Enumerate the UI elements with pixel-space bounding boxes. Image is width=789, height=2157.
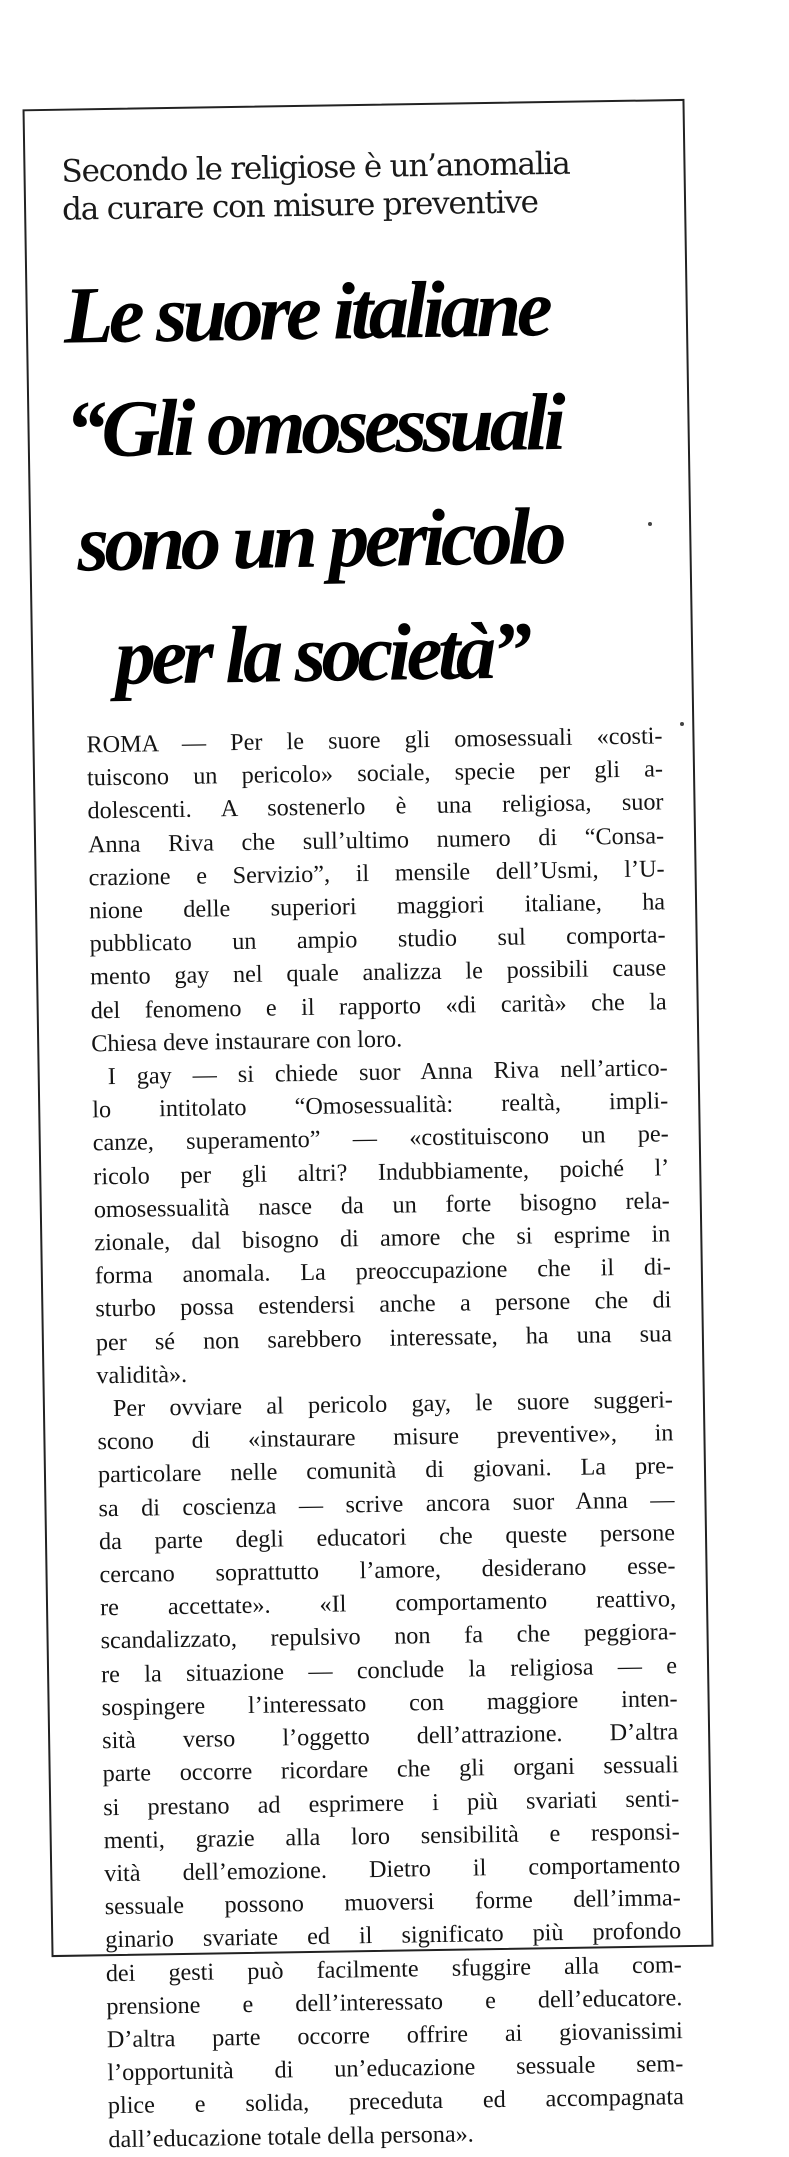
body-line: Chiesa deve instaurare con loro. <box>91 1025 403 1058</box>
body-line: pubblicato un ampio studio sul comporta- <box>89 921 666 958</box>
scan-speck <box>680 722 684 726</box>
body-line: canze, superamento” — «costituiscono un pe- <box>92 1120 669 1157</box>
scan-speck <box>648 522 652 526</box>
body-line: forma anomala. La preoccupazione che il di- <box>94 1253 672 1290</box>
body-line: validità». <box>96 1360 188 1390</box>
kicker <box>61 143 662 228</box>
headline-line: “Gli omosessuali <box>64 376 562 475</box>
body-line: dei gesti può facilmente sfuggire alla com- <box>105 1950 682 1987</box>
kicker-line: Secondo le religiose è un’anomalia <box>61 145 570 190</box>
body-line: sessuale possono muoversi forme dell’imma- <box>104 1884 681 1921</box>
body-line: scono di «instaurare misure preventive», in <box>97 1419 674 1456</box>
body-line: mento gay nel quale analizza le possibili cause <box>89 954 667 991</box>
body-line: per sé non sarebbero interessate, ha una sua <box>95 1319 673 1356</box>
headline-line: per la società” <box>114 605 529 702</box>
body-line: particolare nelle comunità di giovani. La pre- <box>97 1452 675 1489</box>
body-line: re accettate». «Il comportamento reattivo, <box>99 1585 677 1622</box>
body-line: Per ovviare al pericolo gay, le suore suggeri- <box>112 1386 674 1423</box>
body-line: parte occorre ricordare che gli organi sessuali <box>102 1751 679 1788</box>
body-line: cercano soprattutto l’amore, desiderano esse- <box>99 1552 676 1589</box>
headline-line: sono un pericolo <box>76 490 563 589</box>
body-line: scandalizzato, repulsivo non fa che peggiora- <box>100 1618 677 1655</box>
body-line: I gay — si chiede suor Anna Riva nell’artico- <box>107 1054 668 1091</box>
body-line: ginario svariate ed il significato più profondo <box>105 1917 682 1954</box>
body-line: tuiscono un pericolo» sociale, specie per gli a- <box>86 755 664 792</box>
headline-line: Le suore italiane <box>63 263 549 361</box>
body-line: da parte degli educatori che queste persone <box>98 1519 676 1556</box>
article-body <box>86 719 684 2156</box>
body-line: lo intitolato “Omosessualità: realtà, impli- <box>92 1087 669 1124</box>
body-line: re la situazione — conclude la religiosa — e <box>100 1651 678 1688</box>
body-line: sturbo possa estendersi anche a persone che di <box>95 1286 672 1323</box>
body-line: vità dell’emozione. Dietro il comportamento <box>104 1851 681 1888</box>
body-line: sospingere l’interessato con maggiore inten- <box>101 1685 678 1722</box>
body-line: crazione e Servizio”, il mensile dell’Usmi, l’U- <box>88 855 665 892</box>
body-line: omosessualità nasce da un forte bisogno rela- <box>93 1187 670 1224</box>
body-line: sità verso l’oggetto dell’attrazione. D’altra <box>101 1718 679 1755</box>
body-line: ricolo per gli altri? Indubbiamente, poiché l’ <box>93 1153 670 1190</box>
headline <box>63 249 670 714</box>
body-line: ROMA — Per le suore gli omosessuali «costi- <box>86 722 663 759</box>
body-line: prensione e dell’interessato e dell’educatore. <box>106 1983 683 2020</box>
body-line: menti, grazie alla loro sensibilità e responsi- <box>103 1817 680 1854</box>
body-line: Anna Riva che sull’ultimo numero di “Consa- <box>87 821 665 858</box>
kicker-line: da curare con misure preventive <box>61 184 539 228</box>
body-line: del fenomeno e il rapporto «di carità» che la <box>90 987 667 1024</box>
newspaper-clipping <box>23 99 714 2153</box>
body-line: zionale, dal bisogno di amore che si esprime in <box>94 1220 671 1257</box>
body-line: dall’educazione totale della persona». <box>108 2120 474 2153</box>
body-line: D’altra parte occorre offrire ai giovanissimi <box>106 2017 683 2054</box>
body-line: sa di coscienza — scrive ancora suor Anna — <box>98 1485 675 1522</box>
body-line: dolescenti. A sostenerlo è una religiosa, suor <box>87 788 664 825</box>
body-line: si prestano ad esprimere i più svariati senti- <box>102 1784 680 1821</box>
body-line: nione delle superiori maggiori italiane, ha <box>88 888 666 925</box>
body-line: l’opportunità di un’educazione sessuale sem- <box>107 2050 684 2087</box>
body-line: plice e solida, preceduta ed accompagnata <box>107 2083 685 2120</box>
